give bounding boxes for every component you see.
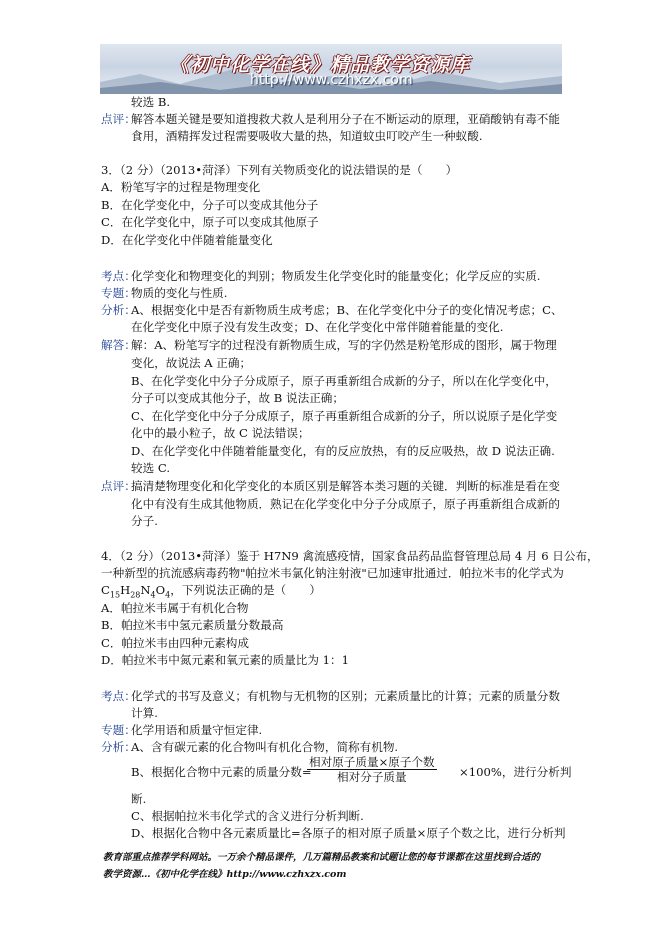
q4-fenxi-a: A、含有碳元素的化合物叫有机化合物，简称有机物. [131,740,399,754]
q3-jieda-line: C、在化学变化中分子分成原子，原子再重新组合成新的分子，所以说原子是化学变 [131,409,558,423]
q4-fenxi-b-post: ×100%，进行分析判 [459,765,572,779]
q4-fenxi-label: 分析： [101,740,136,754]
q3-option-c: C．在化学变化中，原子可以变成其他原子 [101,215,319,229]
prev-comment-line: 食用，酒精挥发过程需要吸收大量的热，知道蚊虫叮咬产生一种蚁酸. [131,129,483,143]
q3-zhuanti-label: 专题： [101,286,136,300]
q4-fenxi-b-end: 断. [131,792,147,806]
q3-jieda-line: 变化，故说法 A 正确； [131,356,252,370]
q4-zhuanti: 化学用语和质量守恒定律. [131,723,263,737]
q3-option-a: A．粉笔写字的过程是物理变化 [101,180,261,194]
q3-fenxi-label: 分析： [101,303,136,317]
q3-option-d: D．在化学变化中伴随着能量变化 [101,233,273,247]
q3-jieda-line: B、在化学变化中分子分成原子，原子再重新组合成新的分子，所以在化学变化中， [131,374,557,388]
q4-stem-line: 一种新型的抗流感病毒药物"帕拉米韦氯化钠注射液"已加速审批通过．帕拉米韦的化学式为 [101,566,564,580]
header-banner [100,44,562,94]
footer-line: 教育部重点推荐学科网站。一万余个精品课件，几万篇精品教案和试题让您的每节课都在这里找到合适的 [103,852,541,863]
q4-kaodian-line: 计算. [131,706,158,720]
q4-option-c: C．帕拉米韦由四种元素构成 [101,636,249,650]
q3-zhuanti: 物质的变化与性质. [131,286,228,300]
q3-fenxi-line: A、根据变化中是否有新物质生成考虑；B、在化学变化中分子的变化情况考虑；C、 [131,303,563,317]
q3-kaodian: 化学变化和物理变化的判别；物质发生化学变化时的能量变化；化学反应的实质. [131,269,541,283]
fraction-numerator: 相对原子质量×原子个数 [309,755,435,769]
q3-dianping-line: 分子. [131,514,158,528]
q3-kaodian-label: 考点： [101,269,136,283]
q3-dianping-line: 化中有没有生成其他物质．熟记在化学变化中分子分成原子，原子再重新组合成新的 [131,497,560,511]
q4-fenxi-d: D、根据化合物中各元素质量比=各原子的相对原子质量×原子个数之比，进行分析判 [131,826,566,840]
banner-title: 《初中化学在线》精品教学资源库 [170,54,471,76]
q4-fenxi-c: C、根据帕拉米韦化学式的含义进行分析判断. [131,809,364,823]
q4-stem-tail: ，下列说法正确的是（ ） [170,583,321,597]
prev-answer: 较选 B. [131,95,171,109]
q3-jieda-line: 分子可以变成其他分子，故 B 说法正确； [131,391,344,405]
q3-jieda-label: 解答： [101,338,136,352]
q3-jieda-line: 化中的最小粒子，故 C 说法错误； [131,426,310,440]
q3-dianping-label: 点评： [101,479,136,493]
mass-fraction-formula [307,755,437,784]
q4-kaodian-line: 化学式的书写及意义；有机物与无机物的区别；元素质量比的计算；元素的质量分数 [131,689,560,703]
q4-option-d: D．帕拉米韦中氮元素和氧元素的质量比为 1：1 [101,653,350,667]
q3-option-b: B．在化学变化中，分子可以变成其他分子 [101,198,319,212]
q3-jieda-line: 解：A、粉笔写字的过程没有新物质生成，写的字仍然是粉笔形成的图形，属于物理 [131,338,557,352]
q4-fenxi-b-pre: B、根据化合物中元素的质量分数= [131,765,312,779]
q4-option-a: A．帕拉米韦属于有机化合物 [101,601,249,615]
q3-jieda-line: D、在化学变化中伴随着能量变化，有的反应放热，有的反应吸热，故 D 说法正确. [131,444,555,458]
q4-zhuanti-label: 专题： [101,723,136,737]
q3-stem: 3．（2 分）（2013•菏泽）下列有关物质变化的说法错误的是（ ） [101,163,458,177]
q3-jieda-line: 较选 C. [131,461,171,475]
q3-fenxi-line: 在化学变化中原子没有发生改变；D、在化学变化中常伴随着能量的变化. [131,320,504,334]
q4-stem-line: 4．（2 分）（2013•菏泽）鉴于 H7N9 禽流感疫情，国家食品药品监督管理总局 4 月 6 日公布， [101,549,599,563]
prev-comment-line: 解答本题关键是要知道搜救犬救人是利用分子在不断运动的原理，亚硝酸钠有毒不能 [131,112,560,126]
fraction-denominator: 相对分子质量 [337,770,407,784]
prev-comment-label: 点评： [101,112,136,126]
footer-line: 教学资源…《初中化学在线》http://www.czhxzx.com [103,869,347,880]
q3-dianping-line: 搞清楚物理变化和化学变化的本质区别是解答本类习题的关键．判断的标准是看在变 [131,479,560,493]
q4-kaodian-label: 考点： [101,689,136,703]
q4-formula: $C_{15}H_{28}N_4O_4$ [101,583,171,600]
q4-option-b: B．帕拉米韦中氢元素质量分数最高 [101,618,284,632]
banner-url[interactable]: http://www.czhxzx.com [250,72,413,88]
